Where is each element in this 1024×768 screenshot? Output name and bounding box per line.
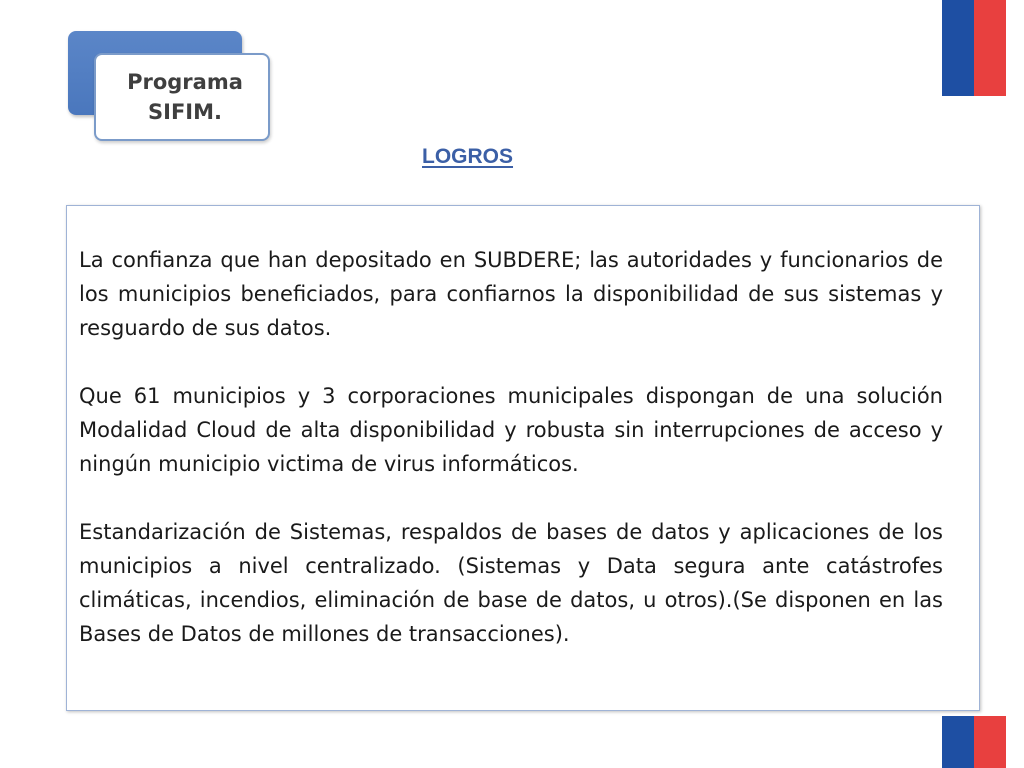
achievements-box <box>66 205 980 711</box>
flag-blue-bar <box>942 716 974 768</box>
flag-red-bar <box>974 716 1006 768</box>
achievement-paragraph: Estandarización de Sistemas, respaldos de bases de datos y aplicaciones de los municipios a nivel centralizado. (Sistemas y Data segura ante catástrofes climáticas, incendios, eliminación de base de datos, u otros).(Se disponen en las Bases de Datos de millones de transacciones). <box>79 520 943 646</box>
corner-flag-bottom <box>942 716 1006 768</box>
achievement-paragraph: La confianza que han depositado en SUBDERE; las autoridades y funcionarios de los municipios beneficiados, para confiarnos la disponibilidad de sus sistemas y resguardo de sus datos. <box>79 248 943 340</box>
title-badge <box>94 53 270 141</box>
flag-blue-bar <box>942 0 974 96</box>
flag-red-bar <box>974 0 1006 96</box>
section-heading: LOGROS <box>422 145 514 168</box>
corner-flag-top <box>942 0 1006 96</box>
achievement-paragraph: Que 61 municipios y 3 corporaciones municipales dispongan de una solución Modalidad Cloud de alta disponibilidad y robusta sin interrupciones de acceso y ningún municipio victima de virus informáticos. <box>79 384 943 476</box>
program-title: Programa SIFIM. <box>127 70 243 124</box>
